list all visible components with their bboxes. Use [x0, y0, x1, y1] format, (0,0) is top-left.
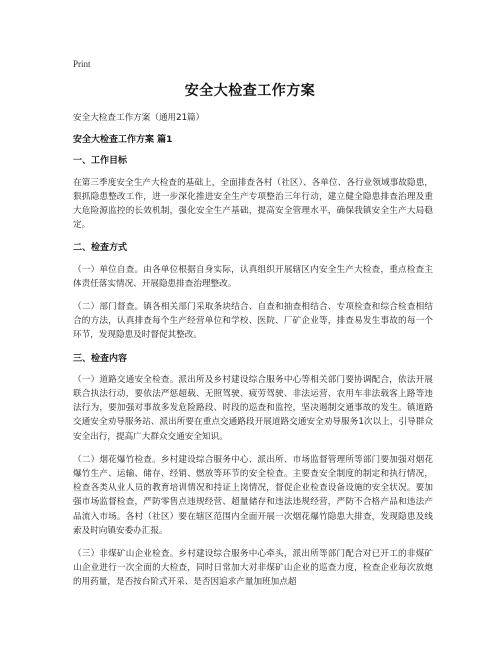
section-text-mining: （三）非煤矿山企业检查。乡村建设综合服务中心牵头，派出所等部门配合对已开工的非煤矿山企业进行一次全面的大检查，同时日常加大对非煤矿山企业的巡查力度，检查企业每次放炮的用药量，是否按台阶式开采、是否因追求产量加班加点超	[73, 549, 433, 588]
section-heading-methods: 二、检查方式	[73, 243, 128, 254]
section-text-fireworks: （二）烟花爆竹检查。乡村建设综合服务中心、派出所、市场监督管理所等部门要加强对烟花爆竹生产、运输、储存、经销、燃放等环节的安全检查。主要查安全制度的制定和执行情况，检查各类从业人员的教育培训情况和持证上岗情况，督促企业检查设备设施的安全状况。要加强市场监督检查，严防零售点违规经营、超量储存和违法违规经营，严防不合格产品和违法产品流入市场。各村（社区）要在辖区范围内全面开展一次烟花爆竹隐患大排查，发现隐患及线索及时向镇安委办汇报。	[73, 454, 433, 536]
document-title: 安全大检查工作方案	[184, 83, 316, 99]
section-heading-content: 三、检查内容	[73, 353, 128, 364]
section-text-goals: 在第三季度安全生产大检查的基础上，全面排查各村（社区）、各单位、各行业领域事故隐患，狠抓隐患整改工作，进一步深化推进安全生产专项整治三年行动，建立健全隐患排查治理及重大危险源监控的长效机制，强化安全生产基础，提高安全管理水平，确保我镇安全生产大局稳定。	[73, 177, 433, 231]
section-text-self-check: （一）单位自查。由各单位根据自身实际，认真组织开展辖区内安全生产大检查，重点检查主体责任落实情况、开展隐患排查治理整改。	[73, 264, 433, 289]
part-heading: 安全大检查工作方案 篇1	[73, 135, 173, 146]
print-label: Print	[73, 59, 91, 69]
document-body	[73, 111, 433, 599]
section-heading-goals: 一、工作目标	[73, 156, 128, 167]
section-text-traffic: （一）道路交通安全检查。派出所及乡村建设综合服务中心等相关部门要协调配合，依法开展联合执法行动，要依法严惩超载、无照驾驶、疲劳驾驶、非法运营、农用车非法载客上路等违法行为，要加强对事故多发危险路段、时段的巡查和监控，坚决遏制交通事故的发生。镇道路交通安全劝导服务站、派出所要在重点交通路段开展道路交通安全劝导服务1次以上，引导群众安全出行，提高广大群众交通安全知识。	[73, 374, 433, 442]
document-subtitle: 安全大检查工作方案（通用21篇）	[73, 113, 205, 123]
section-text-dept-inspection: （二）部门督查。镇各相关部门采取条块结合、自查和抽查相结合、专项检查和综合检查相结合的方法，认真排查每个生产经营单位和学校、医院、厂矿企业等，排查易发生事故的每一个环节，发现隐患及时督促其整改。	[73, 302, 433, 341]
